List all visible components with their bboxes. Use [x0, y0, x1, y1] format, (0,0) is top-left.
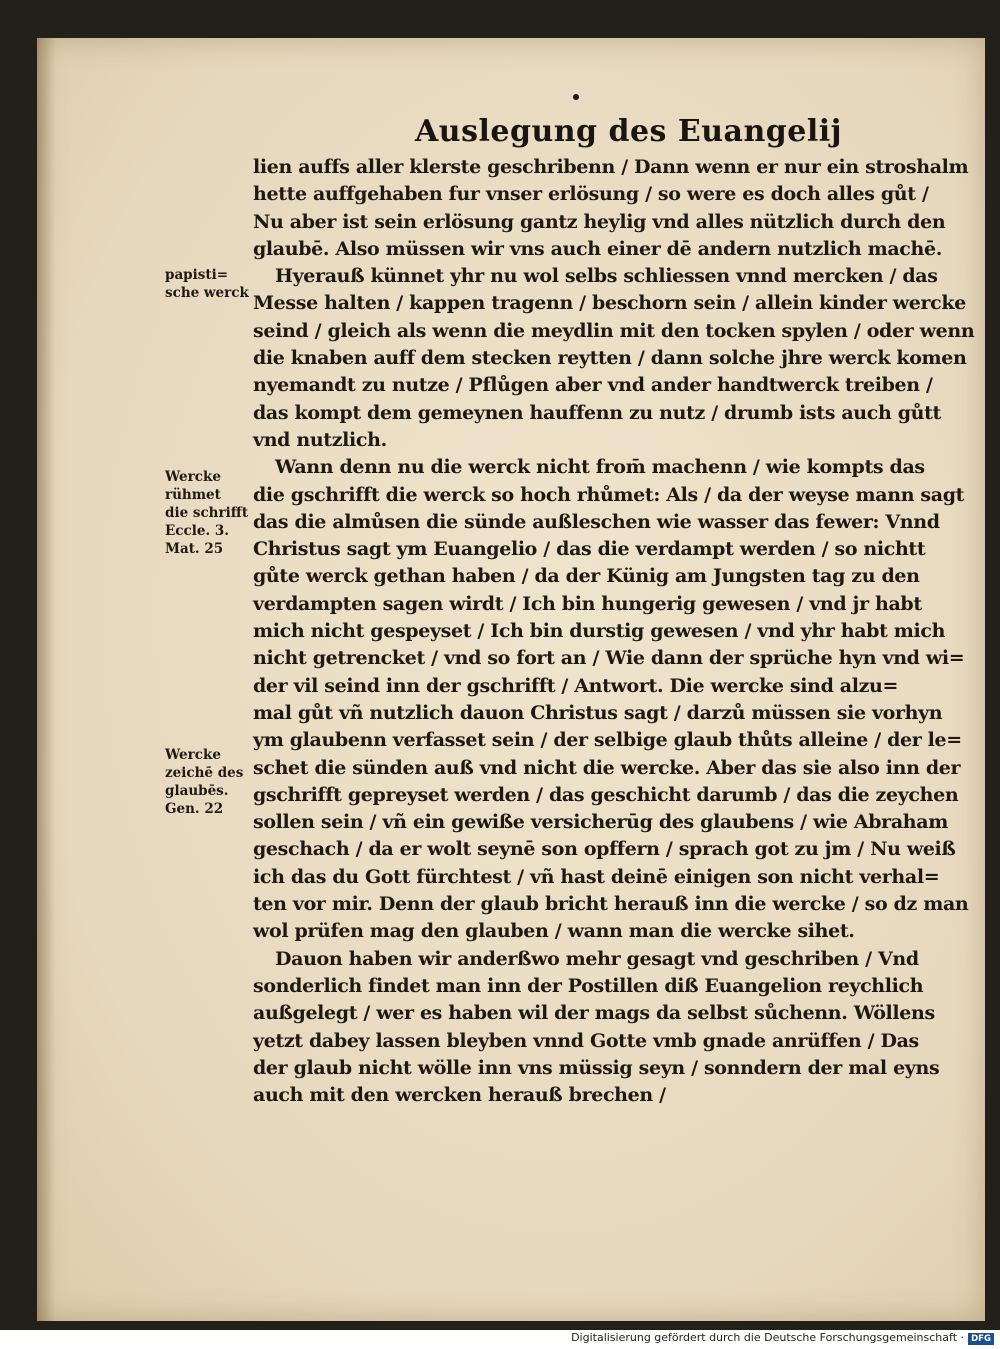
text-line: ich das du Gott fürchtest / vñ hast deinē einigen son nicht verhal=	[253, 865, 940, 888]
margin-note-line: Wercke	[165, 747, 221, 763]
footer-credit: Digitalisierung gefördert durch die Deutsche Forschungsgemeinschaft ·	[571, 1331, 964, 1344]
text-line: der vil seind inn der gschrifft / Antwort. Die wercke sind alzu=	[253, 674, 899, 697]
text-line: hette auffgehaben fur vnser erlösung / so were es doch alles gůt /	[253, 183, 929, 206]
ornament-dot	[573, 94, 579, 100]
text-line: nyemandt zu nutze / Pflůgen aber vnd ander handtwerck treiben /	[253, 374, 933, 397]
margin-note-line: die schrifft	[165, 505, 249, 521]
text-line: Messe halten / kappen tragenn / beschorn sein / allein kinder wercke	[253, 292, 966, 315]
text-line: ten vor mir. Denn der glaub bricht herauß inn die wercke / so dz man	[253, 893, 969, 916]
text-line: auch mit den wercken herauß brechen /	[253, 1084, 666, 1107]
text-line: ym glaubenn verfasset sein / der selbige glaub thůts alleine / der le=	[253, 729, 962, 752]
margin-note-line: Mat. 25	[165, 541, 224, 557]
margin-note-line: glaubēs.	[165, 783, 229, 799]
margin-note-line: zeichē des	[165, 765, 244, 781]
margin-note-line: papisti=	[165, 267, 229, 283]
margin-note	[165, 746, 255, 818]
text-line: seind / gleich als wenn die meydlin mit den tocken spylen / oder wenn	[253, 319, 975, 342]
text-line: außgelegt / wer es haben wil der mags da selbst sůchenn. Wöllens	[253, 1002, 935, 1025]
text-line: mal gůt vñ nutzlich dauon Christus sagt / darzů müssen sie vorhyn	[253, 701, 943, 724]
text-line: lien auffs aller klerste geschribenn / Dann wenn er nur ein stroshalm	[253, 156, 969, 178]
text-line: sollen sein / vñ ein gewiße versicherūg des glaubens / wie Abraham	[253, 811, 948, 834]
text-line: die knaben auff dem stecken reytten / dann solche jhre werck komen	[253, 347, 967, 370]
text-line: der glaub nicht wölle inn vns müssig seyn / sonndern der mal eyns	[253, 1056, 940, 1079]
text-line: sonderlich findet man inn der Postillen diß Euangelion reychlich	[253, 974, 924, 997]
text-line: geschach / da er wolt seynē son opffern / sprach got zu jm / Nu weiß	[253, 838, 956, 861]
text-line: Nu aber ist sein erlösung gantz heylig vnd alles nützlich durch den	[253, 210, 946, 233]
text-line: glaubē. Also müssen wir vns auch einer dē andern nutzlich machē.	[253, 237, 942, 260]
text-line: schet die sünden auß vnd nicht die wercke. Aber das sie also inn der	[253, 756, 961, 779]
margin-note-line: rühmet	[165, 487, 221, 503]
page-title: Auslegung des Euangelij	[415, 114, 843, 149]
text-line: Christus sagt ym Euangelio / das die verdampt werden / so nichtt	[253, 538, 926, 561]
text-line: Wann denn nu die werck nicht from̄ machenn / wie kompts das	[275, 456, 925, 479]
text-line: nicht getrencket / vnd so fort an / Wie dann der sprüche hyn vnd wi=	[253, 647, 965, 670]
text-line: verdampten sagen wirdt / Ich bin hungerig gewesen / vnd jr habt	[253, 592, 922, 615]
text-line: vnd nutzlich.	[253, 428, 387, 451]
page-gutter-shadow	[37, 38, 55, 1321]
text-line: Hyerauß künnet yhr nu wol selbs schliessen vnnd mercken / das	[275, 265, 938, 288]
margin-note-line: Wercke	[165, 469, 221, 485]
margin-note	[165, 266, 255, 302]
body-text	[253, 154, 975, 1109]
margin-note-line: Eccle. 3.	[165, 523, 229, 539]
text-line: wol prüfen mag den glauben / wann man die wercke sihet.	[253, 920, 855, 943]
text-line: die gschrifft die werck so hoch rhůmet: Als / da der weyse mann sagt	[253, 483, 965, 506]
margin-note-line: Gen. 22	[165, 801, 224, 817]
book-page	[37, 38, 985, 1321]
dfg-logo-icon: DFG	[968, 1333, 994, 1345]
text-line: Dauon haben wir anderßwo mehr gesagt vnd geschriben / Vnd	[275, 947, 919, 970]
text-line: gschrifft gepreyset werden / das geschicht darumb / das die zeychen	[253, 783, 959, 806]
text-line: das die almůsen die sünde außleschen wie wasser das fewer: Vnnd	[253, 510, 940, 533]
text-line: gůte werck gethan haben / da der Künig am Jungsten tag zu den	[253, 565, 920, 588]
text-line: yetzt dabey lassen bleyben vnnd Gotte vmb gnade anrüffen / Das	[253, 1029, 919, 1052]
text-line: das kompt dem gemeynen hauffenn zu nutz / drumb ists auch gůtt	[253, 401, 941, 424]
margin-note-line: sche werck	[165, 285, 249, 301]
margin-note	[165, 468, 255, 558]
text-line: mich nicht gespeyset / Ich bin durstig gewesen / vnd yhr habt mich	[253, 620, 946, 643]
